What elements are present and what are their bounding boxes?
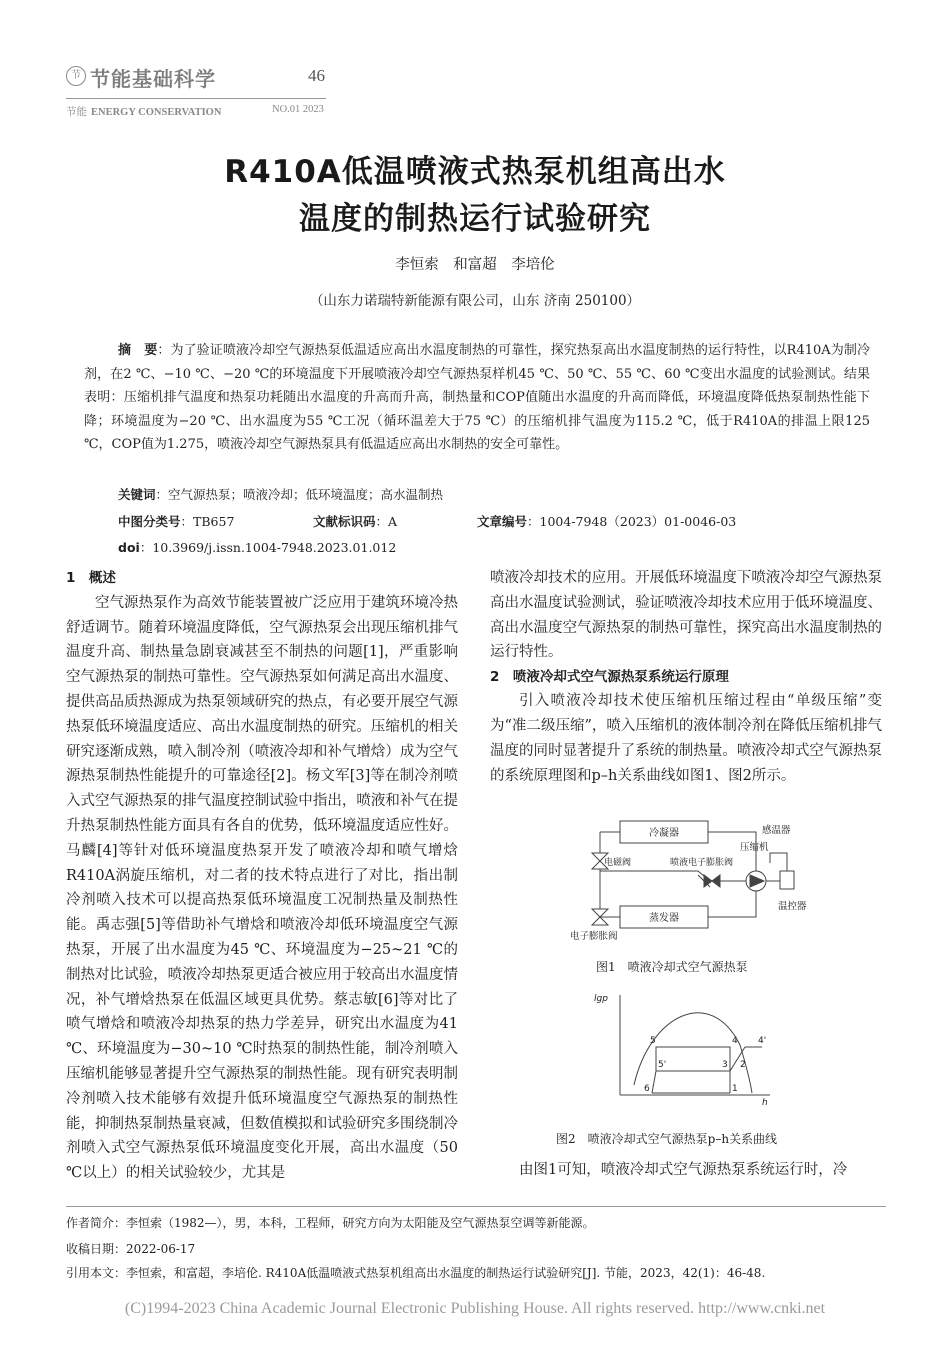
right-para3: 由图1可知，喷液冷却式空气源热泵系统运行时，冷 xyxy=(519,1162,848,1178)
figure2-ph-diagram xyxy=(590,985,790,1108)
document-code xyxy=(313,512,397,530)
point-1: 1 xyxy=(732,1084,738,1094)
label-injection-valve: 喷液电子膨胀阀 xyxy=(670,858,734,868)
point-5: 5 xyxy=(650,1036,656,1046)
axis-x-label: h xyxy=(762,1098,768,1108)
footnote-author: 作者简介：李恒索（1982—），男，本科，工程师，研究方向为太阳能及空气源热泵空调等新能源。 xyxy=(66,1216,595,1230)
journal-logo-icon: 节 xyxy=(66,66,86,86)
footnote-divider xyxy=(66,1206,886,1207)
section1-heading: 1 概述 xyxy=(66,570,116,586)
journal-short: 节能 xyxy=(66,107,87,118)
doi-label: doi xyxy=(118,540,140,555)
article-number xyxy=(477,512,736,530)
affiliation: （山东力诺瑞特新能源有限公司，山东 济南 250100） xyxy=(309,293,641,309)
keywords-text: ：空气源热泵；喷液冷却；低环境温度；高水温制热 xyxy=(155,487,444,502)
section1-text: 空气源热泵作为高效节能装置被广泛应用于建筑环境冷热舒适调节。随着环境温度降低，空气源热泵会出现压缩机排气温度升高、制热量急剧衰减甚至不制热的问题[1]，严重影响空气源热泵的制热可靠性。空气源热泵如何满足高出水温度、提供高品质热源成为热泵领域研究的热点，有必要开展空气源热泵低环境温度适应、高出水温度制热的研究。压缩机的相关研究逐渐成熟，喷入制冷剂（喷液冷却和补气增焓）成为空气源热泵制热性能提升的可靠途径[2]。杨文军[3]等在制冷剂喷入式空气源热泵的排气温度控制试验中指出，喷液和补气在提升热泵制热性能方面具有各自的优势，低环境温度适应性好。马麟[4]等针对低环境温度热泵开发了喷液冷却和喷气增焓R410A涡旋压缩机，对二者的技术特点进行了对比，指出制冷剂喷入技术可以提高热泵低环境温度工况制热量及制热性能。禹志强[5]等借助补气增焓和喷液冷却低环境温度空气源热泵，开展了出水温度为45 ℃、环境温度为−25~21 ℃的制热对比试验，喷液冷却热泵更适合被应用于较高出水温度情况，补气增焓热泵在低温区域更具优势。蔡志敏[6]等对比了喷气增焓和喷液冷却热泵的热力学差异，研究出水温度为41 ℃、环境温度为−30~10 ℃时热泵的制热性能，制冷剂喷入压缩机能够显著提升空气源热泵的制热性能。现有研究表明制冷剂喷入技术能够有效提升低环境温度空气源热泵的制热性能，抑制热泵制热量衰减，但数值模拟和试验研究多围绕制冷剂喷入式空气源热泵低环境温度变化开展，高出水温度（50 ℃以上）的相关试验较少，尤其是 xyxy=(66,594,458,1182)
article-no-value: ：1004-7948（2023）01-0046-03 xyxy=(527,514,737,529)
figure1-diagram xyxy=(570,813,810,953)
classification xyxy=(118,512,234,530)
doi-value: ：10.3969/j.issn.1004-7948.2023.01.012 xyxy=(139,540,397,555)
point-3: 3 xyxy=(722,1060,728,1070)
point-4: 4 xyxy=(732,1036,738,1046)
point-2: 2 xyxy=(740,1060,746,1070)
label-compressor: 压缩机 xyxy=(740,842,769,853)
doi xyxy=(118,538,396,556)
journal-english: ENERGY CONSERVATION xyxy=(91,107,222,118)
paper-title-line2: 温度的制热运行试验研究 xyxy=(299,201,651,237)
label-controller: 温控器 xyxy=(778,901,807,912)
right-column xyxy=(490,566,882,788)
right-column-bottom xyxy=(490,1158,882,1183)
header-divider xyxy=(66,98,326,99)
point-4p: 4' xyxy=(758,1036,767,1046)
keywords xyxy=(118,485,443,503)
footnote-received: 收稿日期：2022-06-17 xyxy=(66,1242,196,1256)
journal-subheader xyxy=(66,104,324,119)
authors: 李恒索 和富超 李培伦 xyxy=(395,257,555,273)
figure1-caption: 图1 喷液冷却式空气源热泵 xyxy=(596,960,748,974)
journal-name: 节能基础科学 xyxy=(90,67,216,91)
label-condenser: 冷凝器 xyxy=(649,828,679,839)
classification-value: ：TB657 xyxy=(180,514,235,529)
right-para2: 引入喷液冷却技术使压缩机压缩过程由“单级压缩”变为“准二级压缩”，喷入压缩机的液体制冷剂在降低压缩机排气温度的同时显著提升了系统的制热量。喷液冷却式空气源热泵的系统原理图和p–h关系曲线如图1、图2所示。 xyxy=(490,693,882,784)
paper-title-line1: R410A低温喷液式热泵机组高出水 xyxy=(224,154,726,190)
article-no-label: 文章编号 xyxy=(477,514,528,529)
page-number: 46 xyxy=(308,66,325,85)
figure2-caption: 图2 喷液冷却式空气源热泵p–h关系曲线 xyxy=(556,1132,778,1146)
axis-y-label: lgp xyxy=(594,994,608,1004)
doc-code-label: 文献标识码 xyxy=(313,514,376,529)
abstract-text: ：为了验证喷液冷却空气源热泵低温适应高出水温度制热的可靠性，探究热泵高出水温度制热的运行特性，以R410A为制冷剂，在2 ℃、−10 ℃、−20 ℃的环境温度下开展喷液冷却空气源热泵样机45 ℃、50 ℃、55 ℃、60 ℃变出水温度的试验测试。结果表明：压缩机排气温度和热泵功耗随出水温度的升高而升高，制热量和COP值随出水温度的升高而降低，环境温度降低热泵制热性能下降；环境温度为−20 ℃、出水温度为55 ℃工况（循环温差大于75 ℃）的压缩机排气温度为115.2 ℃，低于R410A的排温上限125 ℃，COP值为1.275，喷液冷却空气源热泵具有低温适应高出水制热的安全可靠性。 xyxy=(84,343,870,452)
doc-code-value: ：A xyxy=(375,514,398,529)
label-solenoid: 电磁阀 xyxy=(604,858,632,868)
controller-box xyxy=(780,871,794,889)
label-eev: 电子膨胀阀 xyxy=(570,931,618,942)
section2-heading: 2 喷液冷却式空气源热泵系统运行原理 xyxy=(490,669,729,686)
left-column xyxy=(66,566,458,1186)
point-5p: 5' xyxy=(658,1060,667,1070)
keywords-label: 关键词 xyxy=(118,487,156,502)
classification-label: 中图分类号 xyxy=(118,514,181,529)
label-sensor: 感温器 xyxy=(762,825,791,836)
abstract-label: 摘 要 xyxy=(118,343,158,358)
point-6: 6 xyxy=(644,1084,650,1094)
abstract xyxy=(84,339,870,457)
right-para1: 喷液冷却技术的应用。开展低环境温度下喷液冷却空气源热泵高出水温度试验测试，验证喷液冷却技术应用于低环境温度、高出水温度空气源热泵的制热可靠性，探究高出水温度制热的运行特性。 xyxy=(490,570,882,661)
issue-number: NO.01 2023 xyxy=(272,104,324,115)
label-evaporator: 蒸发器 xyxy=(649,913,679,924)
copyright-notice: (C)1994-2023 China Academic Journal Electronic Publishing House. All rights reserved. http://www.cnki.net xyxy=(124,1300,826,1317)
footnote-citation: 引用本文：李恒索，和富超，李培伦. R410A低温喷液式热泵机组高出水温度的制热运行试验研究[J]. 节能，2023，42(1)：46-48. xyxy=(66,1266,766,1280)
